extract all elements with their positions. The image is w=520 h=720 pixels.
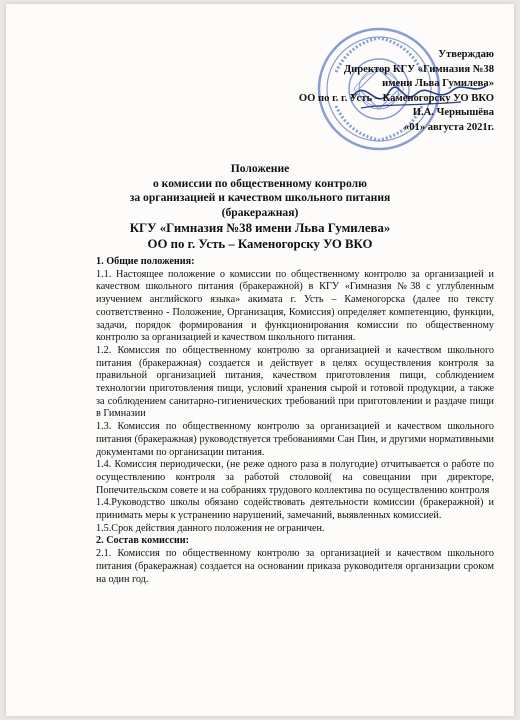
title-line: Положение [230,162,290,175]
document-page [6,4,514,716]
paragraph-1-3: 1.3. Комиссия по общественному контролю за организацией и качеством школьного питания (бракеражная) руководствуется требованиями Сан Пин, и другими нормативными документами по организации питания. [96,421,494,458]
org-name-line: ОО по г. Усть – Каменогорску УО ВКО [147,237,373,252]
title-line: за организацией и качеством школьного питания [129,191,391,205]
approval-line: имени Льва Гумилева» [382,78,494,89]
document-body [96,256,494,586]
org-name-line: КГУ «Гимназия №38 имени Льва Гумилева» [129,221,391,236]
document-title [26,162,494,252]
section-heading: 2. Состав комиссии: [96,535,190,547]
title-line: о комиссии по общественному контролю [152,176,368,190]
title-line: (бракеражная) [221,205,299,219]
section-heading: 1. Общие положения: [96,256,195,267]
paragraph-1-4b: 1.4.Руководство школы обязано содействовать деятельности комиссии (бракеражной) и принимать меры к устранению нарушений, замечаний, выявленных комиссией. [96,497,494,522]
approval-line: «01» августа 2021г. [403,121,494,133]
paragraph-1-5: 1.5.Срок действия данного положения не ограничен. [96,522,325,534]
approval-line: ОО по г. г. Усть – Каменогорску УО ВКО [298,92,494,104]
approval-line: Утверждаю [438,49,494,60]
approval-block [299,48,494,135]
paragraph-1-1: 1.1. Настоящее положение о комиссии по общественному контролю за организацией и качеством школьного питания (бракеражной) в КГУ «Гимназия №38 с углубленным изучением английского языка» акимата г. Усть – Каменогорска (далее по тексту соответственно - Положение, Организация, Комиссия) определяет компетенцию, функции, задачи, порядок формирования и функционирования комиссии по общественному контролю за организацией и качеством школьного питания. [96,268,494,344]
paragraph-1-4: 1.4. Комиссия периодически, (не реже одного раза в полугодие) отчитывается о работе по осуществлению контроля за работой столовой( на совещании при директоре, Попечительском совете и на собраниях трудового коллектива по осуществлению контроля [96,459,494,496]
paragraph-1-2: 1.2. Комиссия по общественному контролю за организацией и качеством школьного питания (бракеражная) создается и действует в целях осуществления контроля за правильной организацией питания, качеством приготовления пищи, соблюдением технологии приготовления пищи, условий хранения сырой и готовой продукции, а также за соблюдением санитарно-гигиенических требований при приготовлении и раздаче пищи в Гимназии [96,344,494,420]
paragraph-2-1: 2.1. Комиссия по общественному контролю за организацией и качеством школьного питания (бракеражная) создается на основании приказа руководителя организации сроком на один год. [96,548,494,585]
approval-line: И.А. Чернышёва [412,107,494,118]
approval-line: Директор КГУ «Гимназия №38 [343,63,494,75]
